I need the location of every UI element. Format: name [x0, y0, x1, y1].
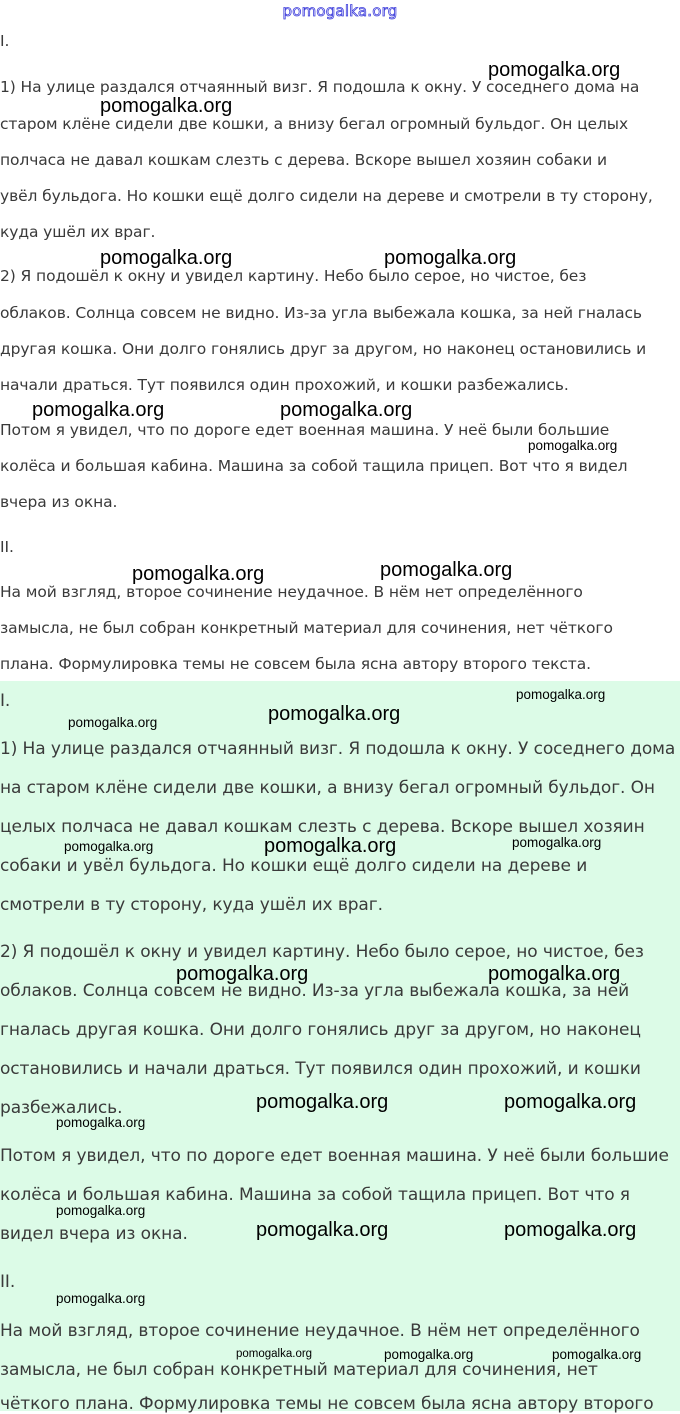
text-line: 1) На улице раздался отчаянный визг. Я подошла к окну. У соседнего дома на [0, 78, 640, 96]
text-line: Потом я увидел, что по дороге едет военная машина. У неё были большие [0, 1146, 669, 1166]
watermark: pomogalka.org [552, 1347, 642, 1362]
section-heading: II. [0, 1272, 16, 1292]
watermark: pomogalka.org [236, 1348, 313, 1360]
watermark: pomogalka.org [280, 399, 413, 421]
text-line: облаков. Солнца совсем не видно. Из-за угла выбежала кошка, за ней гналась [0, 304, 642, 322]
text-line: остановились и начали драться. Тут появился один прохожий, и кошки [0, 1059, 641, 1079]
text-line: 1) На улице раздался отчаянный визг. Я подошла к окну. У соседнего дома [0, 739, 676, 759]
watermark: pomogalka.org [488, 59, 621, 81]
text-line: колёса и большая кабина. Машина за собой тащила прицеп. Вот что я [0, 1185, 630, 1205]
text-line: замысла, не был собран конкретный материал для сочинения, нет чёткого [0, 619, 613, 637]
watermark: pomogalka.org [132, 563, 265, 585]
watermark: pomogalka.org [504, 1091, 637, 1113]
watermark: pomogalka.org [56, 1291, 146, 1306]
text-line: На мой взгляд, второе сочинение неудачное. В нём нет определённого [0, 583, 583, 601]
watermark: pomogalka.org [32, 399, 165, 421]
text-line: собаки и увёл бульдога. Но кошки ещё долго сидели на дереве и [0, 856, 588, 876]
text-line: куда ушёл их враг. [0, 223, 156, 241]
watermark: pomogalka.org [64, 839, 154, 854]
watermark: pomogalka.org [264, 835, 397, 857]
text-line: плана. Формулировка темы не совсем была ясна автору второго текста. [0, 655, 591, 673]
text-line: другая кошка. Они долго гонялись друг за другом, но наконец остановились и [0, 340, 647, 358]
text-line: смотрели в ту сторону, куда ушёл их враг. [0, 895, 383, 915]
watermark: pomogalka.org [68, 715, 158, 730]
text-line: гналась другая кошка. Они долго гонялись друг за другом, но наконец [0, 1020, 641, 1040]
text-line: Потом я увидел, что по дороге едет военная машина. У неё были большие [0, 421, 610, 439]
text-line: колёса и большая кабина. Машина за собой тащила прицеп. Вот что я видел [0, 457, 628, 475]
section-heading: I. [0, 32, 10, 50]
text-line: вчера из окна. [0, 493, 118, 511]
watermark: pomogalka.org [56, 1115, 146, 1130]
watermark: pomogalka.org [512, 835, 602, 850]
watermark: pomogalka.org [528, 438, 618, 453]
text-line: на старом клёне сидели две кошки, а внизу бегал огромный бульдог. Он [0, 778, 655, 798]
text-line: 2) Я подошёл к окну и увидел картину. Небо было серое, но чистое, без [0, 942, 644, 962]
text-line: разбежались. [0, 1098, 123, 1118]
text-line: чёткого плана. Формулировка темы не совсем была ясна автору второго [0, 1394, 654, 1414]
section-heading: II. [0, 538, 14, 556]
watermark: pomogalka.org [384, 247, 517, 269]
watermark: pomogalka.org [268, 703, 401, 725]
text-line: целых полчаса не давал кошкам слезть с дерева. Вскоре вышел хозяин [0, 817, 645, 837]
watermark: pomogalka.org [504, 1219, 637, 1241]
text-line: 2) Я подошёл к окну и увидел картину. Небо было серое, но чистое, без [0, 267, 587, 285]
text-line: На мой взгляд, второе сочинение неудачное. В нём нет определённого [0, 1321, 640, 1341]
watermark: pomogalka.org [100, 247, 233, 269]
watermark: pomogalka.org [380, 559, 513, 581]
text-line: видел вчера из окна. [0, 1224, 188, 1244]
section-heading: I. [0, 691, 11, 711]
watermark: pomogalka.org [516, 687, 606, 702]
text-line: увёл бульдога. Но кошки ещё долго сидели на дереве и смотрели в ту сторону, [0, 187, 653, 205]
text-line: облаков. Солнца совсем не видно. Из-за угла выбежала кошка, за ней [0, 981, 630, 1001]
watermark: pomogalka.org [384, 1347, 474, 1362]
text-line: начали драться. Тут появился один прохожий, и кошки разбежались. [0, 376, 569, 394]
watermark: pomogalka.org [256, 1091, 389, 1113]
watermark: pomogalka.org [488, 963, 621, 985]
text-line: замысла, не был собран конкретный материал для сочинения, нет [0, 1360, 598, 1380]
document-block-1 [0, 26, 680, 681]
text-line: старом клёне сидели две кошки, а внизу бегал огромный бульдог. Он целых [0, 115, 629, 133]
watermark: pomogalka.org [176, 963, 309, 985]
site-link[interactable]: pomogalka.org [282, 2, 398, 20]
watermark: pomogalka.org [256, 1219, 389, 1241]
watermark: pomogalka.org [100, 95, 233, 117]
watermark: pomogalka.org [56, 1203, 146, 1218]
text-line: полчаса не давал кошкам слезть с дерева. Вскоре вышел хозяин собаки и [0, 151, 607, 169]
